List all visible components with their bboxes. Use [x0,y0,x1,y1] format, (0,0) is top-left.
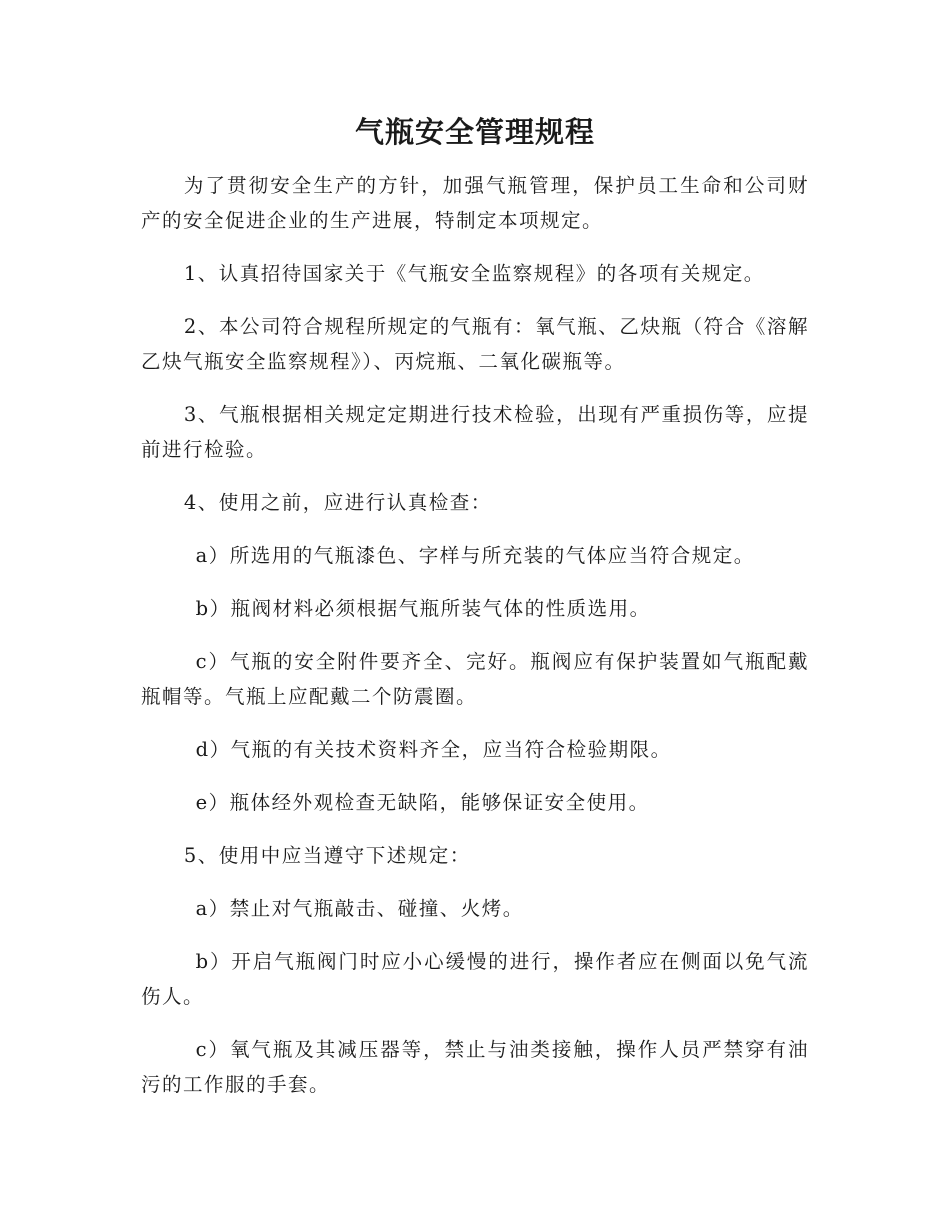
rule-4c-paragraph: c）气瓶的安全附件要齐全、完好。瓶阀应有保护装置如气瓶配戴瓶帽等。气瓶上应配戴二个防震圈。 [141,650,809,708]
rule-1-paragraph: 1、认真招待国家关于《气瓶安全监察规程》的各项有关规定。 [183,262,765,285]
rule-4d-paragraph: d）气瓶的有关技术资料齐全，应当符合检验期限。 [195,738,672,761]
rule-4b-paragraph: b）瓶阀材料必须根据气瓶所装气体的性质选用。 [195,597,651,620]
rule-4-paragraph: 4、使用之前，应进行认真检查： [183,491,492,514]
rule-4e-paragraph: e）瓶体经外观检查无缺陷，能够保证安全使用。 [195,791,650,814]
intro-paragraph: 为了贯彻安全生产的方针，加强气瓶管理，保护员工生命和公司财产的安全促进企业的生产进展，特制定本项规定。 [141,174,809,232]
document-body [141,168,809,1120]
rule-5-paragraph: 5、使用中应当遵守下述规定： [183,844,471,867]
document-title: 气瓶安全管理规程 [354,115,595,149]
rule-2-paragraph: 2、本公司符合规程所规定的气瓶有：氧气瓶、乙炔瓶（符合《溶解乙炔气瓶安全监察规程》）、丙烷瓶、二氧化碳瓶等。 [141,315,809,373]
rule-5c-paragraph: c）氧气瓶及其减压器等，禁止与油类接触，操作人员严禁穿有油污的工作服的手套。 [141,1038,809,1096]
rule-5a-paragraph: a）禁止对气瓶敲击、碰撞、火烤。 [195,897,524,920]
rule-3-paragraph: 3、气瓶根据相关规定定期进行技术检验，出现有严重损伤等，应提前进行检验。 [141,403,809,461]
rule-4a-paragraph: a）所选用的气瓶漆色、字样与所充装的气体应当符合规定。 [195,544,755,567]
rule-5b-paragraph: b）开启气瓶阀门时应小心缓慢的进行，操作者应在侧面以免气流伤人。 [141,950,809,1008]
